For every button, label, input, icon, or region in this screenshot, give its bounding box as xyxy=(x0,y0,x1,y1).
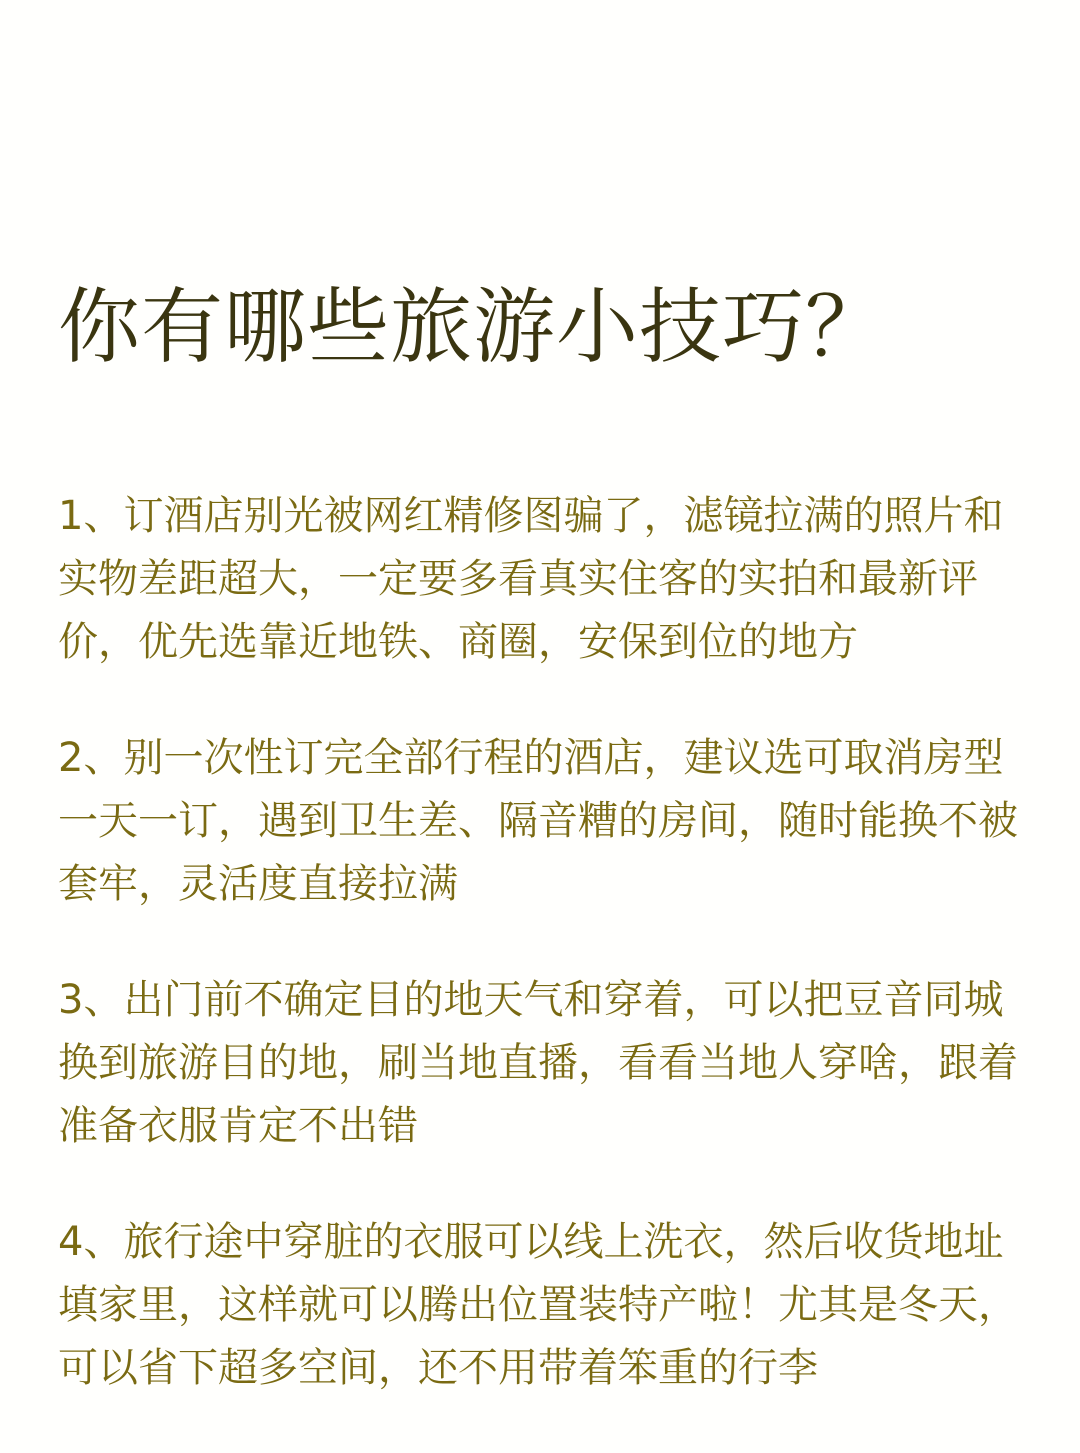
tips-list xyxy=(58,485,1038,1453)
tip-item-3: 3、出门前不确定目的地天气和穿着，可以把豆音同城换到旅游目的地，刷当地直播，看看当地人穿啥，跟着准备衣服肯定不出错 xyxy=(58,977,1018,1149)
tip-item-2: 2、别一次性订完全部行程的酒店，建议选可取消房型一天一订，遇到卫生差、隔音糟的房间，随时能换不被套牢，灵活度直接拉满 xyxy=(58,735,1018,907)
page-title: 你有哪些旅游小技巧？ xyxy=(58,280,889,375)
tip-item-4: 4、旅行途中穿脏的衣服可以线上洗衣，然后收货地址填家里，这样就可以腾出位置装特产啦！尤其是冬天，可以省下超多空间，还不用带着笨重的行李 xyxy=(58,1219,1018,1391)
tip-item-1: 1、订酒店别光被网红精修图骗了，滤镜拉满的照片和实物差距超大，一定要多看真实住客的实拍和最新评价，优先选靠近地铁、商圈，安保到位的地方 xyxy=(58,493,1004,665)
